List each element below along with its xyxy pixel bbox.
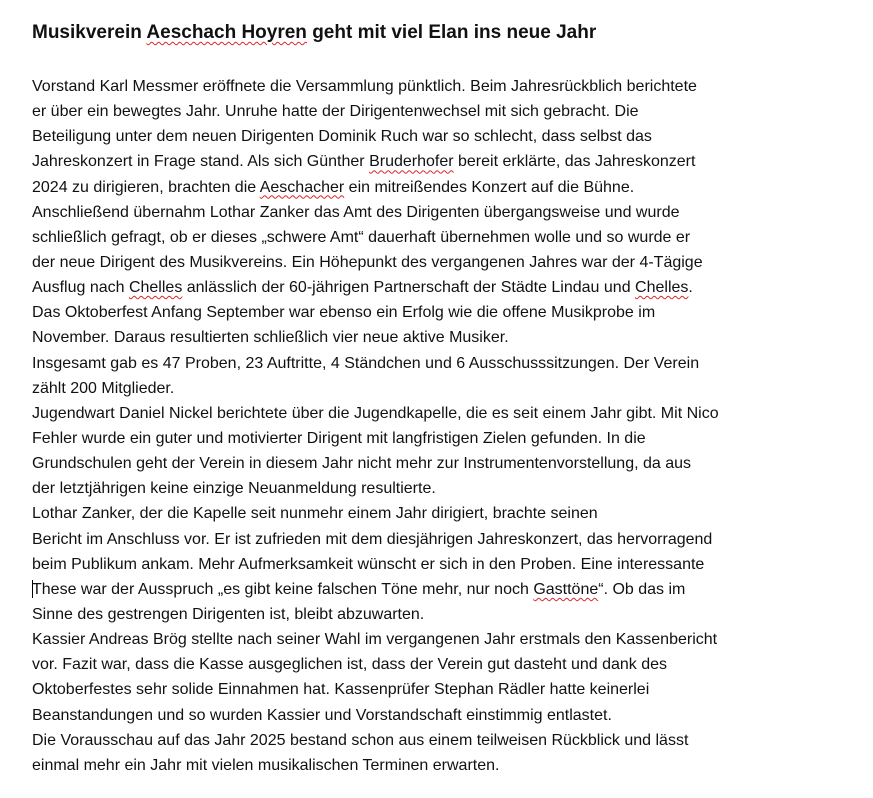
document-title[interactable] [32,22,596,44]
text-run: Das Oktoberfest Anfang September war ebenso ein Erfolg wie die offene Musikprobe im [32,304,656,322]
text-line [32,175,719,200]
text-line [32,300,719,325]
text-run: Fehler wurde ein guter und motivierter Dirigent mit langfristigen Zielen gefunden. In die [32,429,646,447]
text-run: Kassier Andreas Brög stellte nach seiner Wahl im vergangenen Jahr erstmals den Kassenbericht [32,631,718,649]
text-line [32,602,719,627]
text-line [32,426,719,451]
text-line [32,627,719,652]
text-line [32,451,719,476]
text-run: 2024 zu dirigieren, brachten die [32,178,260,196]
text-run: November. Daraus resultierten schließlich vier neue aktive Musiker. [32,329,509,347]
text-run: “. Ob das im [598,580,686,598]
text-line [32,677,719,702]
text-line [32,753,719,778]
text-line [32,250,719,275]
spellcheck-flagged-word: Aeschacher [259,178,345,196]
text-line [32,552,719,577]
text-line [32,325,719,350]
spellcheck-flagged-word: Chelles [635,279,689,297]
text-run: Beteiligung unter dem neuen Dirigenten Dominik Ruch war so schlecht, dass selbst das [32,128,652,146]
text-run: der letztjährigen keine einzige Neuanmeldung resultierte. [32,480,436,498]
text-run: . [688,279,693,297]
text-run: geht mit viel Elan ins neue Jahr [306,22,597,43]
text-line [32,74,719,99]
text-line [32,577,719,602]
text-line [32,527,719,552]
text-run: Oktoberfestes sehr solide Einnahmen hat. Kassenprüfer Stephan Rädler hatte keinerlei [32,681,650,699]
text-run: schließlich gefragt, ob er dieses „schwere Amt“ dauerhaft übernehmen wolle und so wurde er [32,228,691,246]
text-line [32,703,719,728]
text-run: Die Vorausschau auf das Jahr 2025 bestand schon aus einem teilweisen Rückblick und lässt [32,731,689,749]
text-line [32,99,719,124]
text-run: Beanstandungen und so wurden Kassier und Vorstandschaft einstimmig entlastet. [32,706,612,724]
text-line [32,200,719,225]
text-line [32,401,719,426]
text-line [32,376,719,401]
text-run: ein mitreißendes Konzert auf die Bühne. [344,178,635,196]
text-line [32,728,719,753]
text-run: beim Publikum ankam. Mehr Aufmerksamkeit wünscht er sich in den Proben. Eine interessante [32,555,705,573]
text-run: Grundschulen geht der Verein in diesem Jahr nicht mehr zur Instrumentenvorstellung, da aus [32,455,692,473]
text-run: Sinne des gestrengen Dirigenten ist, bleibt abzuwarten. [32,605,425,623]
text-run: Lothar Zanker, der die Kapelle seit nunmehr einem Jahr dirigiert, brachte seinen [32,505,598,523]
text-run: vor. Fazit war, dass die Kasse ausgeglichen ist, dass der Verein gut dasteht und dank des [32,656,668,674]
text-line [32,149,719,174]
spellcheck-flagged-word: Bruderhofer [369,153,454,171]
text-run: Bericht im Anschluss vor. Er ist zufrieden mit dem diesjährigen Jahreskonzert, das hervorragend [32,530,713,548]
text-line [32,124,719,149]
text-run: er über ein bewegtes Jahr. Unruhe hatte der Dirigentenwechsel mit sich gebracht. Die [32,103,639,121]
text-line [32,501,719,526]
text-run: zählt 200 Mitglieder. [32,379,175,397]
text-line [32,476,719,501]
text-line [32,351,719,376]
text-run: Musikverein [32,22,147,43]
text-run: anlässlich der 60-jährigen Partnerschaft der Städte Lindau und [182,279,636,297]
spellcheck-flagged-word: Aeschach Hoyren [146,22,307,43]
text-run: der neue Dirigent des Musikvereins. Ein Höhepunkt des vergangenen Jahres war der 4-Tägige [32,253,703,271]
text-line [32,275,719,300]
text-run: These war der Ausspruch „es gibt keine falschen Töne mehr, nur noch [32,580,534,598]
text-run: einmal mehr ein Jahr mit vielen musikalischen Terminen erwarten. [32,756,500,774]
spellcheck-flagged-word: Chelles [128,279,183,297]
text-line [32,652,719,677]
text-run: Anschließend übernahm Lothar Zanker das Amt des Dirigenten übergangsweise und wurde [32,203,680,221]
document-body[interactable] [32,74,719,778]
text-run: bereit erklärte, das Jahreskonzert [453,153,696,171]
spellcheck-flagged-word: Gasttöne [533,580,599,598]
text-run: Ausflug nach [32,279,129,297]
text-run: Insgesamt gab es 47 Proben, 23 Auftritte, 4 Ständchen und 6 Ausschusssitzungen. Der Verein [32,354,700,372]
text-run: Jahreskonzert in Frage stand. Als sich Günther [32,153,370,171]
text-run: Vorstand Karl Messmer eröffnete die Versammlung pünktlich. Beim Jahresrückblich berichtete [32,78,697,95]
text-run: Jugendwart Daniel Nickel berichtete über die Jugendkapelle, die es seit einem Jahr gibt. Mit Nico [32,404,719,422]
text-line [32,225,719,250]
